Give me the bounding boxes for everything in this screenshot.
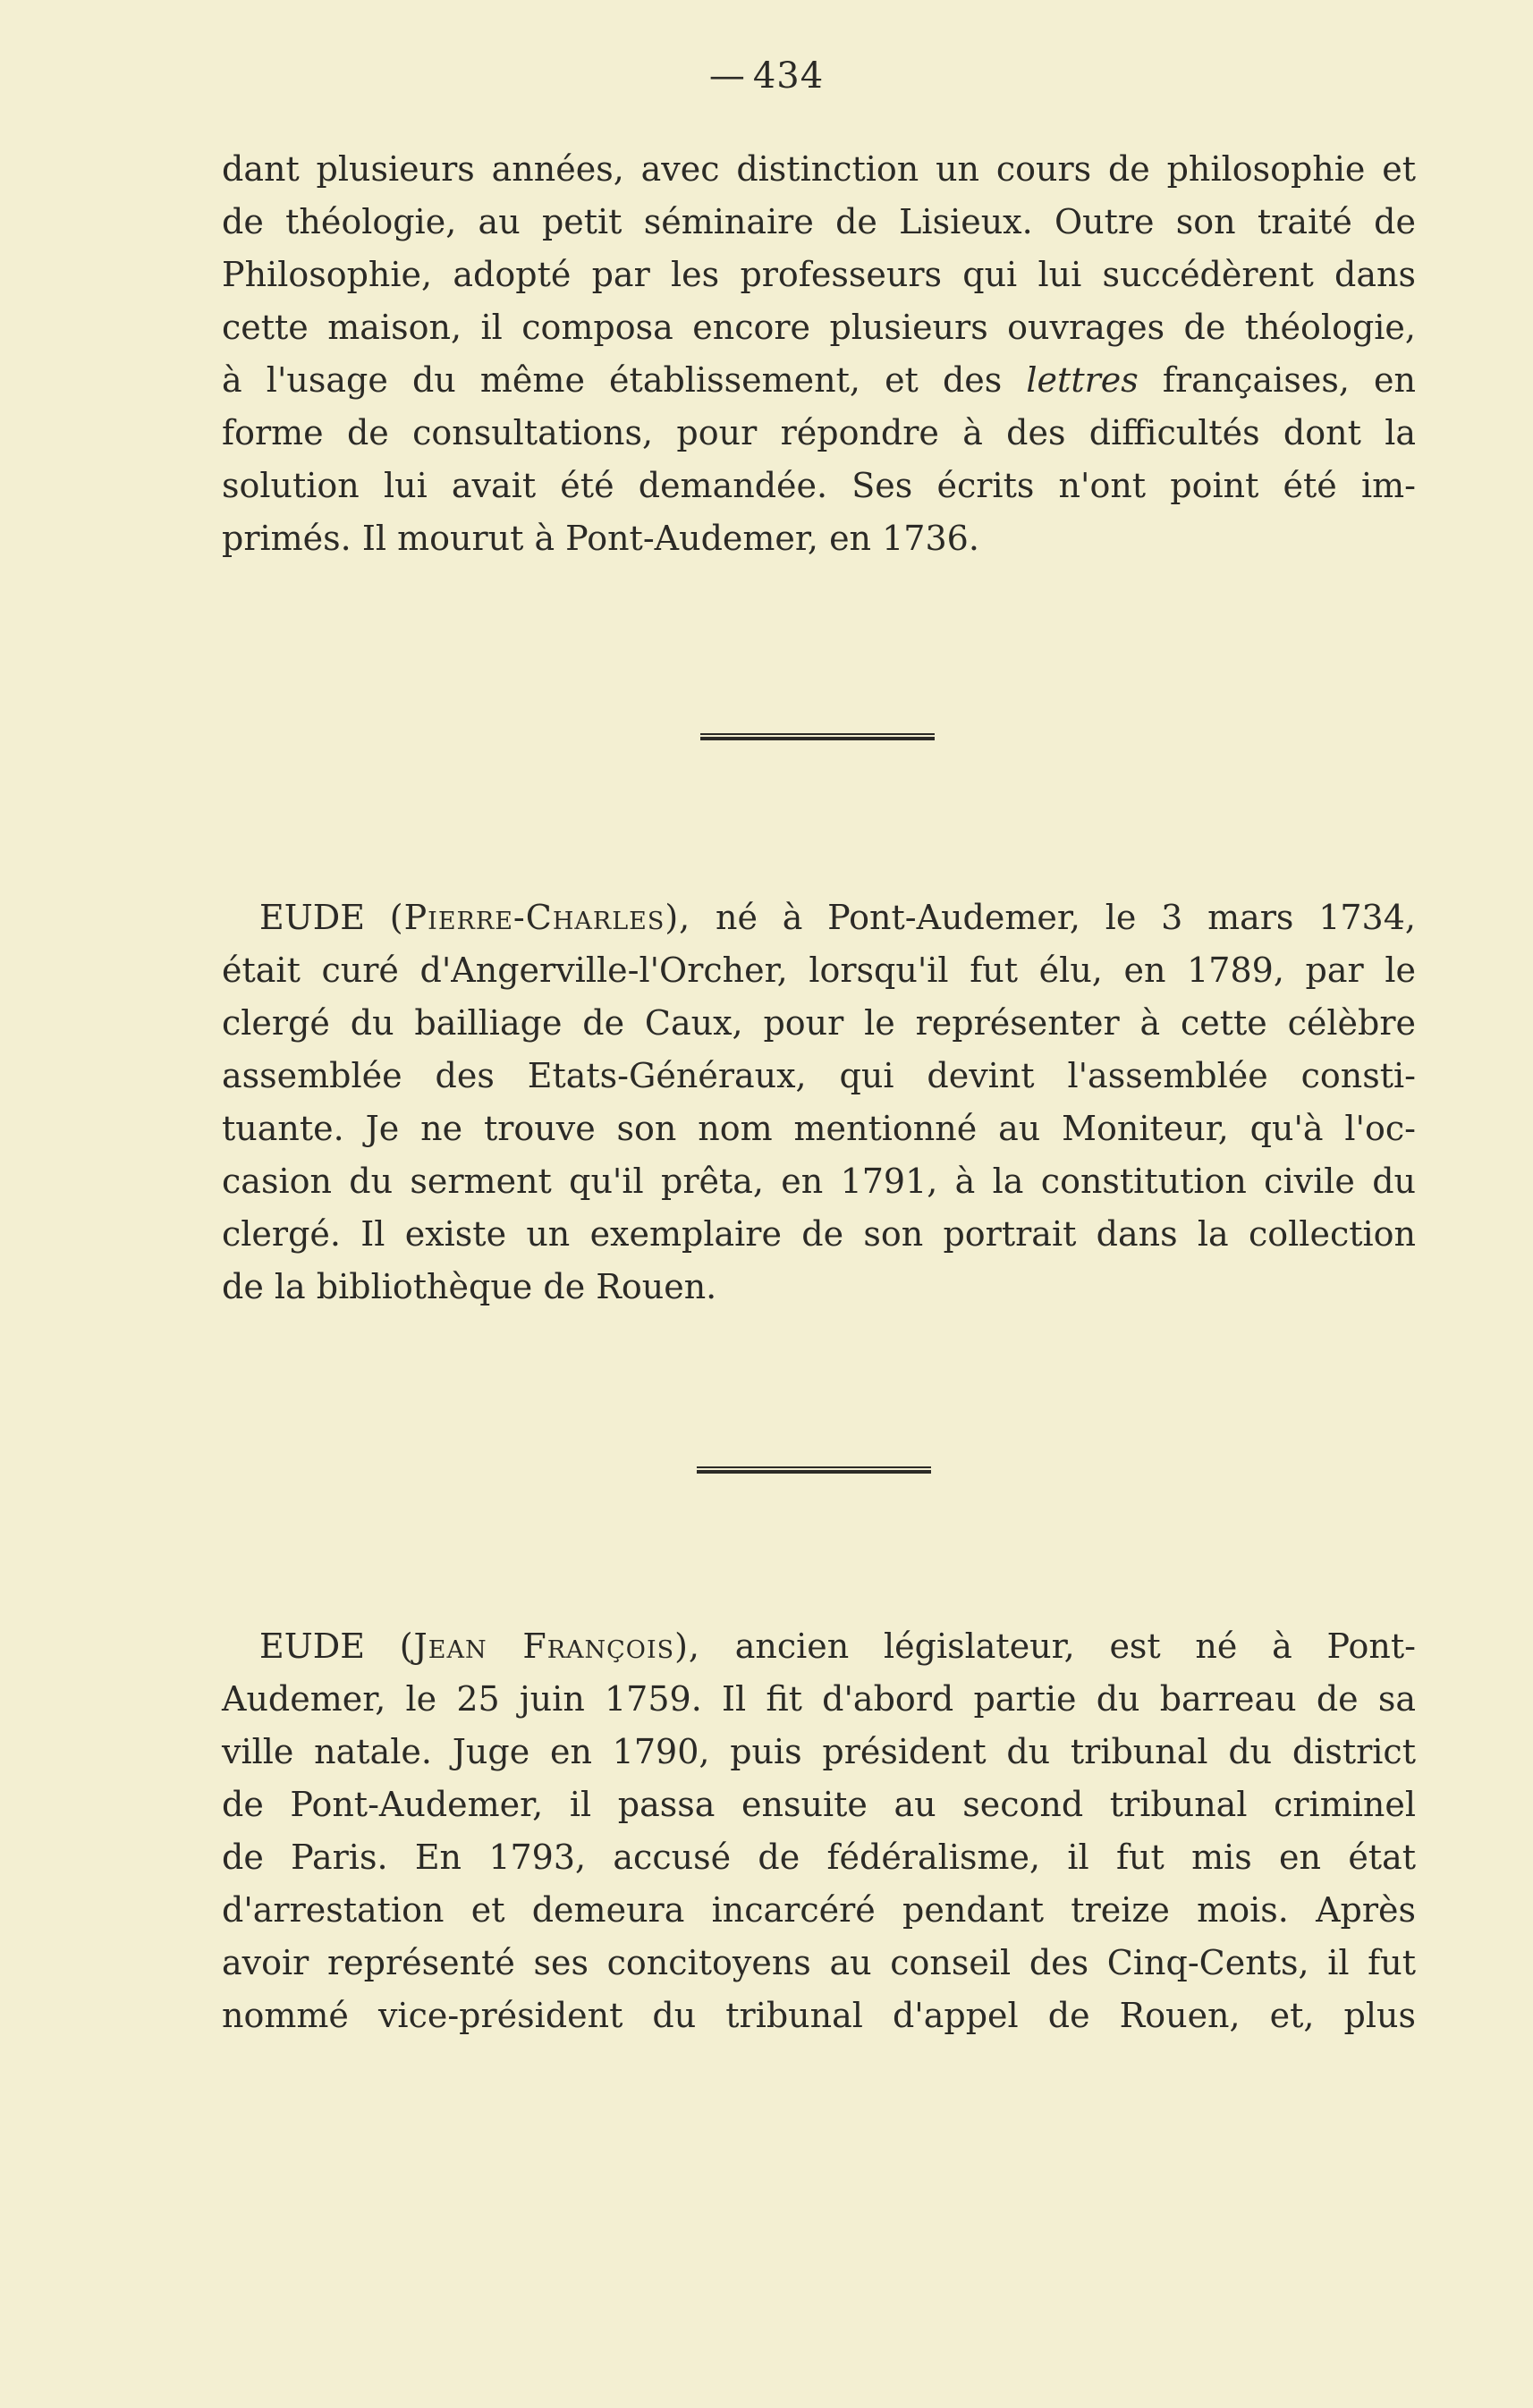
entry-given-names: (Pierre-Charles), bbox=[389, 898, 691, 937]
text-line: d'arrestation et demeura incarcéré pendant treize mois. Après bbox=[222, 1890, 1416, 1930]
entry-name: EUDE bbox=[259, 898, 365, 937]
text-line: casion du serment qu'il prêta, en 1791, à la constitution civile du bbox=[222, 1162, 1416, 1201]
text-segment: à l'usage du même établissement, et des bbox=[222, 360, 1027, 400]
text-line: dant plusieurs années, avec distinction un cours de philosophie et bbox=[222, 149, 1416, 189]
text-line: clergé du bailliage de Caux, pour le représenter à cette célèbre bbox=[222, 1003, 1416, 1043]
text-line: assemblée des Etats-Généraux, qui devint l'assemblée consti- bbox=[222, 1056, 1416, 1095]
text-line: Philosophie, adopté par les professeurs qui lui succédèrent dans bbox=[222, 255, 1416, 294]
text-line: de Pont-Audemer, il passa ensuite au second tribunal criminel bbox=[222, 1785, 1416, 1824]
text-segment: ancien législateur, est né à Pont- bbox=[700, 1626, 1416, 1666]
entry-name: EUDE bbox=[259, 1626, 365, 1666]
entry-eude-pierre-charles bbox=[222, 891, 1416, 1314]
text-line: tuante. Je ne trouve son nom mentionné au Moniteur, qu'à l'oc- bbox=[222, 1109, 1416, 1148]
section-divider bbox=[700, 733, 935, 740]
text-line: clergé. Il existe un exemplaire de son portrait dans la collection bbox=[222, 1214, 1416, 1254]
text-segment: françaises, en bbox=[1138, 360, 1416, 400]
text-line: ville natale. Juge en 1790, puis président du tribunal du district bbox=[222, 1732, 1416, 1771]
text-line: de Paris. En 1793, accusé de fédéralisme, il fut mis en état bbox=[222, 1838, 1416, 1877]
text-line: primés. Il mourut à Pont-Audemer, en 1736. bbox=[222, 519, 979, 558]
section-divider bbox=[697, 1466, 931, 1474]
paragraph-continuation bbox=[222, 143, 1416, 565]
page-number-value: 434 bbox=[752, 55, 825, 97]
italic-title: lettres bbox=[1026, 360, 1139, 400]
text-line: de la bibliothèque de Rouen. bbox=[222, 1267, 717, 1306]
page-number-dash: — bbox=[708, 55, 746, 97]
text-line: Audemer, le 25 juin 1759. Il fit d'abord partie du barreau de sa bbox=[222, 1679, 1416, 1719]
text-line: cette maison, il composa encore plusieurs ouvrages de théologie, bbox=[222, 308, 1416, 347]
text-line: nommé vice-président du tribunal d'appel de Rouen, et, plus bbox=[222, 1996, 1416, 2035]
entry-heading-line bbox=[222, 891, 1416, 944]
page-number bbox=[0, 55, 1533, 97]
text-line: forme de consultations, pour répondre à des difficultés dont la bbox=[222, 413, 1416, 452]
text-line: était curé d'Angerville-l'Orcher, lorsqu'il fut élu, en 1789, par le bbox=[222, 951, 1416, 990]
text-line: de théologie, au petit séminaire de Lisieux. Outre son traité de bbox=[222, 202, 1416, 241]
text-line bbox=[222, 354, 1416, 407]
entry-eude-jean-francois bbox=[222, 1620, 1416, 2042]
text-segment: né à Pont-Audemer, le 3 mars 1734, bbox=[690, 898, 1416, 937]
entry-given-names: (Jean François), bbox=[399, 1626, 701, 1666]
text-line: solution lui avait été demandée. Ses écrits n'ont point été im- bbox=[222, 466, 1416, 505]
text-line: avoir représenté ses concitoyens au conseil des Cinq-Cents, il fut bbox=[222, 1943, 1416, 1982]
entry-heading-line bbox=[222, 1620, 1416, 1673]
